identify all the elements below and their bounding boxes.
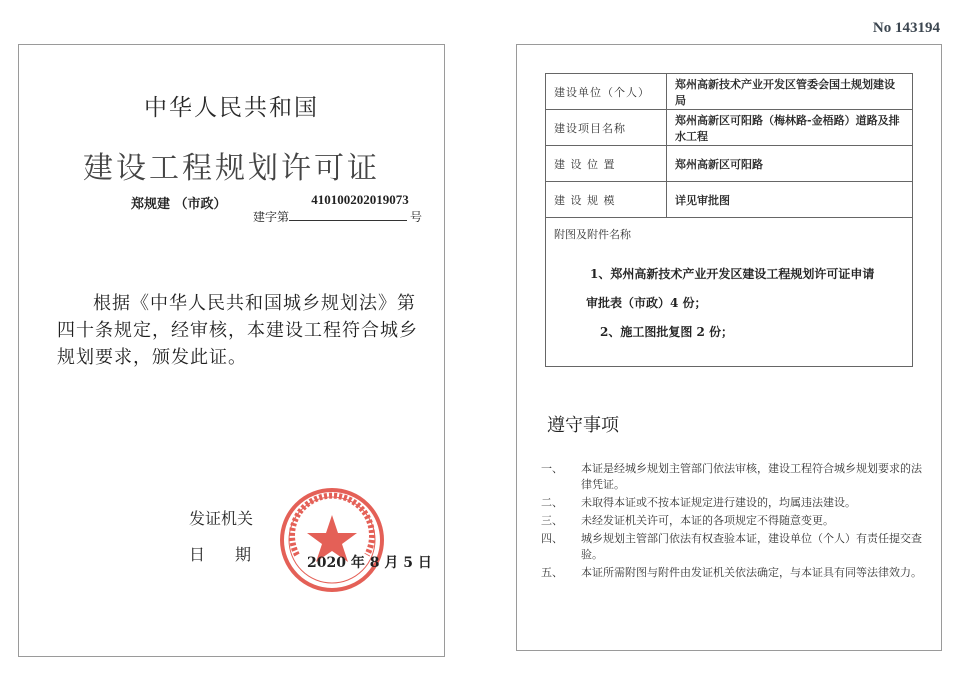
attachments-label: 附图及附件名称 [554,228,631,241]
note-index: 一、 [541,462,563,475]
left-page [18,44,445,657]
attachments-cell [546,218,913,367]
date-label: 日期 [189,545,282,564]
table-label: 建 设 规 模 [546,182,667,218]
note-index: 二、 [541,496,563,509]
list-item [541,565,929,581]
attachment-item: 2、施工图批复图 2 份； [600,325,734,339]
table-value: 郑州高新技术产业开发区管委会国土规划建设局 [667,74,913,110]
attachments-list [586,260,898,347]
serial-number: No 143194 [872,20,940,36]
certificate-body: 根据《中华人民共和国城乡规划法》第四十条规定，经审核，本建设工程符合城乡规划要求，颁发此证。 [57,293,418,368]
table-row [546,74,913,110]
hao-label: 号 [410,210,423,224]
zi-label: 建字第 [253,210,290,224]
project-info-table [545,73,913,367]
note-text: 未经发证机关许可，本证的各项规定不得随意变更。 [581,514,834,527]
attachment-item: 审批表（市政）4 份； [586,296,707,310]
table-value: 郑州高新区可阳路（梅林路-金梧路）道路及排水工程 [667,110,913,146]
list-item [541,513,929,529]
right-page [516,44,942,651]
note-text: 城乡规划主管部门依法有权查验本证，建设单位（个人）有责任提交查验。 [581,532,922,561]
note-text: 本证所需附图与附件由发证机关依法确定，与本证具有同等法律效力。 [581,566,922,579]
issuing-code: 郑规建 （市政） [131,197,227,212]
note-text: 本证是经城乡规划主管部门依法审核，建设工程符合城乡规划要求的法律凭证。 [581,462,922,491]
table-label: 建 设 位 置 [546,146,667,182]
table-label: 建设单位（个人） [546,74,667,110]
table-row [546,110,913,146]
table-label: 建设项目名称 [546,110,667,146]
attachment-item: 1、郑州高新技术产业开发区建设工程规划许可证申请 [590,267,875,281]
issuer-label: 发证机关 [189,509,254,528]
certificate-number: 410100202019073 [311,192,409,207]
note-index: 五、 [541,566,563,579]
note-index: 四、 [541,532,563,545]
table-row [546,146,913,182]
list-item [541,461,929,493]
table-value: 详见审批图 [667,182,913,218]
note-index: 三、 [541,514,563,527]
attachments-row [546,218,913,367]
list-item [541,495,929,511]
table-value: 郑州高新区可阳路 [667,146,913,182]
official-seal [277,485,387,595]
number-underline [289,220,407,221]
notes-title: 遵守事项 [547,415,619,436]
table-row [546,182,913,218]
notes-list [541,461,929,583]
list-item [541,531,929,563]
note-text: 未取得本证或不按本证规定进行建设的，均属违法建设。 [581,496,856,509]
certificate-heading: 建设工程规划许可证 [83,151,380,186]
issue-date: 2020 年 8 月 5 日 [307,555,432,571]
country-title: 中华人民共和国 [144,95,319,121]
